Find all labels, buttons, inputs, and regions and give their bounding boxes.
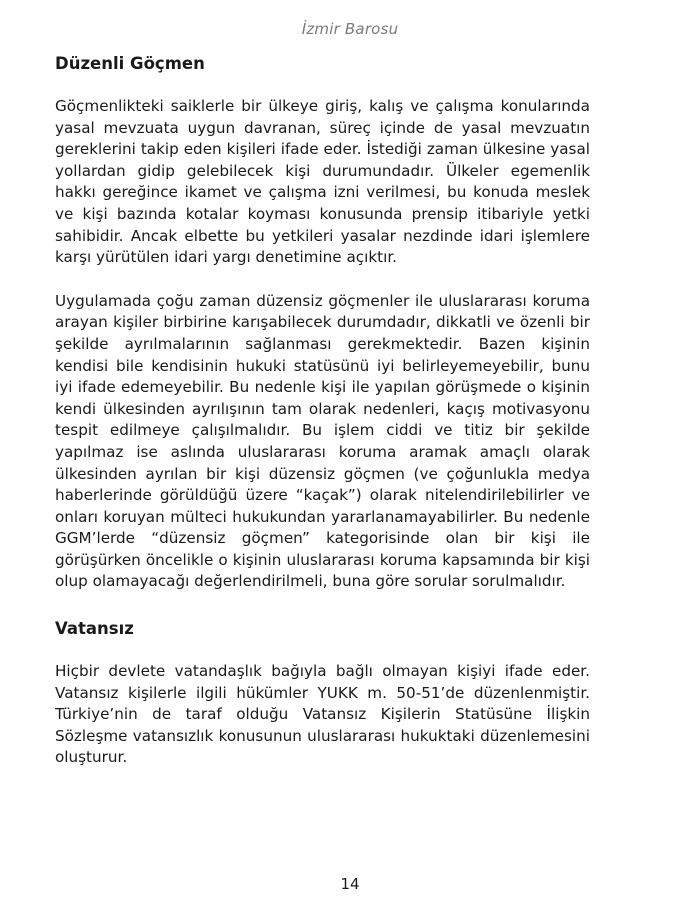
body-paragraph: Göçmenlikteki saiklerle bir ülkeye giriş, kalış ve çalışma konularında yasal mevzuata uygun davranan, süreç içinde de yasal mevzuatın gereklerini takip eden kişileri ifade eder. İstediği zaman ülkesine yasal yollardan gidip gelebilecek kişi durumundadır. Ülkeler egemenlik hakkı gereğince ikamet ve çalışma izni verilmesi, bu konuda meslek ve kişi bazında kotalar koyması konusunda prensip itibariyle yetki sahibidir. Ancak elbette bu yetkileri yasalar nezdinde idari işlemlere karşı yürütülen idari yargı denetimine açıktır. — [55, 97, 590, 267]
page-number: 14 — [340, 875, 360, 893]
page-body — [55, 52, 590, 791]
section-heading: Vatansız — [55, 619, 134, 639]
section-vatansiz — [55, 617, 590, 769]
running-header: İzmir Barosu — [301, 20, 399, 38]
body-paragraph: Hiçbir devlete vatandaşlık bağıyla bağlı olmayan kişiyi ifade eder. Vatansız kişilerle ilgili hükümler YUKK m. 50-51’de düzenlenmiştir. Türkiye’nin de taraf olduğu Vatansız Kişilerin Statüsüne İlişkin Sözleşme vatansızlık konusunun uluslararası hukuktaki düzenlemesini oluşturur. — [55, 662, 590, 767]
section-duzenli-gocmen — [55, 52, 590, 593]
section-heading: Düzenli Göçmen — [55, 54, 205, 73]
body-paragraph: Uygulamada çoğu zaman düzensiz göçmenler ile uluslararası koruma arayan kişiler birbirine karışabilecek durumdadır, dikkatli ve özenli bir şekilde ayrılmalarının sağlanması gerekmektedir. Bazen kişinin kendisi bile kendisinin hukuki statüsünü iyi belirleyemeyebilir, bunu iyi ifade edemeyebilir. Bu nedenle kişi ile yapılan görüşmede o kişinin kendi ülkesinden ayrılışının tam olarak nedenleri, kaçış motivasyonu tespit edilmeye çalışılmalıdır. Bu işlem ciddi ve titiz bir şekilde yapılmaz ise aslında uluslararası koruma aramak amaçlı olarak ülkesinden ayrılan bir kişi düzensiz göçmen (ve çoğunlukla medya haberlerinde görüldüğü üzere “kaçak”) olarak nitelendirilebilirler ve onları koruyan mülteci hukukundan yararlanamayabilirler. Bu nedenle GGM’lerde “düzensiz göçmen” kategorisinde olan bir kişi ile görüşürken öncelikle o kişinin uluslararası koruma kapsamında bir kişi olup olamayacağı değerlendirilmeli, buna göre sorular sorulmalıdır. — [55, 291, 590, 591]
